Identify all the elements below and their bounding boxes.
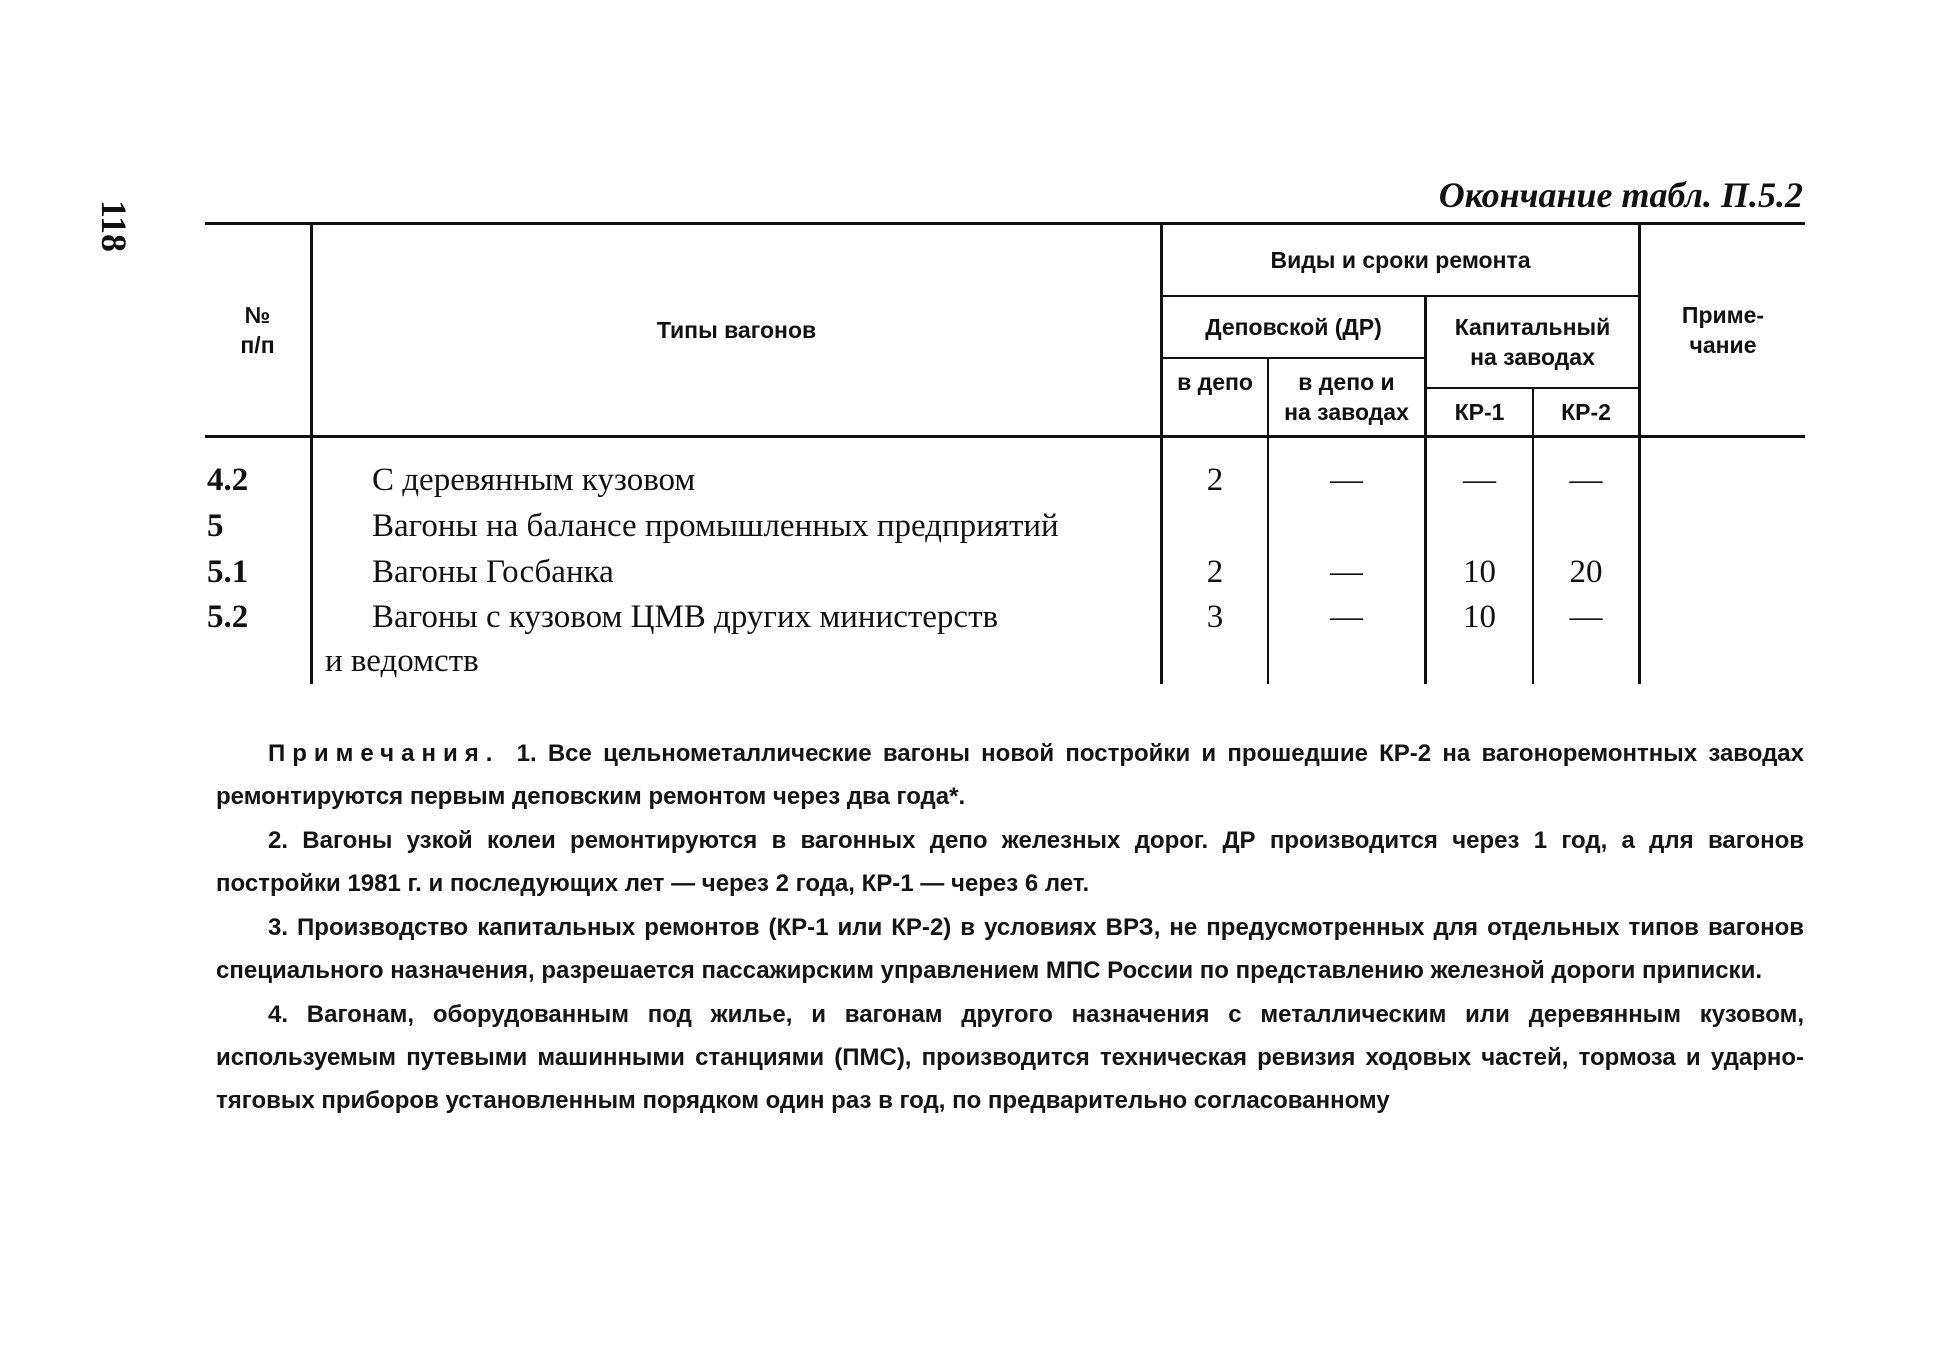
row-kr2: — bbox=[1569, 462, 1603, 498]
row-in-depot-plants: — bbox=[1330, 462, 1363, 498]
note-4: 4. Вагонам, оборудованным под жилье, и вагонам другого назначения с металлическим или деревянным кузовом, используемым путевыми машинными станциями (ПМС), производится техническая ревизия ходовых частей, тормоза и ударно-тяговых приборов установленным порядком один раз в год, по предварительно согласованному bbox=[216, 1001, 1804, 1114]
page-number: 118 bbox=[94, 200, 134, 253]
row-type-continuation: и ведомств bbox=[325, 643, 479, 679]
row-in-depot: 2 bbox=[1206, 462, 1224, 498]
row-kr1: — bbox=[1463, 462, 1496, 498]
header-group-title: Виды и сроки ремонта bbox=[1270, 247, 1531, 273]
header-kr1: КР-1 bbox=[1454, 399, 1505, 425]
header-kr2: КР-2 bbox=[1561, 399, 1611, 425]
header-type: Типы вагонов bbox=[656, 317, 817, 343]
row-type: Вагоны на балансе промышленных предприятий bbox=[372, 508, 1059, 544]
row-type: С деревянным кузовом bbox=[372, 462, 696, 498]
header-depot-repair: Деповской (ДР) bbox=[1205, 314, 1382, 340]
note-1-text: 1. Все цельнометаллические вагоны новой постройки и прошедшие КР-2 на вагоноремонтных заводах ремонтируются первым деповским ремонтом через два года*. bbox=[216, 740, 1804, 810]
row-num: 5 bbox=[207, 508, 224, 544]
header-bottom-rule bbox=[205, 435, 1805, 438]
row-type: Вагоны Госбанка bbox=[372, 554, 614, 590]
header-in-depot-plants: в депо и на заводах bbox=[1284, 369, 1409, 425]
row-in-depot-plants: — bbox=[1330, 554, 1363, 590]
row-num: 5.2 bbox=[207, 599, 249, 635]
row-type: Вагоны с кузовом ЦМВ других министерств bbox=[372, 599, 999, 635]
row-kr2: 20 bbox=[1569, 554, 1603, 590]
table-caption: Окончание табл. П.5.2 bbox=[1438, 175, 1803, 215]
header-in-depot: в депо bbox=[1177, 369, 1253, 395]
row-in-depot-plants: — bbox=[1330, 599, 1363, 635]
row-kr1: 10 bbox=[1463, 554, 1496, 590]
note-3: 3. Производство капитальных ремонтов (КР-1 или КР-2) в условиях ВРЗ, не предусмотренных для отдельных типов вагонов специального назначения, разрешается пассажирским управлением МПС России по представлению железной дороги приписки. bbox=[216, 914, 1804, 984]
header-num: № п/п bbox=[240, 302, 275, 358]
row-kr1: 10 bbox=[1463, 599, 1496, 635]
notes-block bbox=[216, 732, 1804, 1123]
note-1 bbox=[216, 732, 1804, 818]
row-kr2: — bbox=[1569, 599, 1603, 635]
row-in-depot: 3 bbox=[1206, 599, 1224, 635]
note-2: 2. Вагоны узкой колеи ремонтируются в вагонных депо железных дорог. ДР производится через 1 год, а для вагонов постройки 1981 г. и последующих лет — через 2 года, КР-1 — через 6 лет. bbox=[216, 827, 1804, 897]
row-in-depot: 2 bbox=[1206, 554, 1224, 590]
header-capital-repair: Капитальный на заводах bbox=[1454, 314, 1611, 370]
header-note: Приме- чание bbox=[1681, 302, 1765, 358]
row-num: 4.2 bbox=[207, 462, 249, 498]
row-num: 5.1 bbox=[207, 554, 249, 590]
notes-lead: Примечания. bbox=[268, 740, 500, 767]
